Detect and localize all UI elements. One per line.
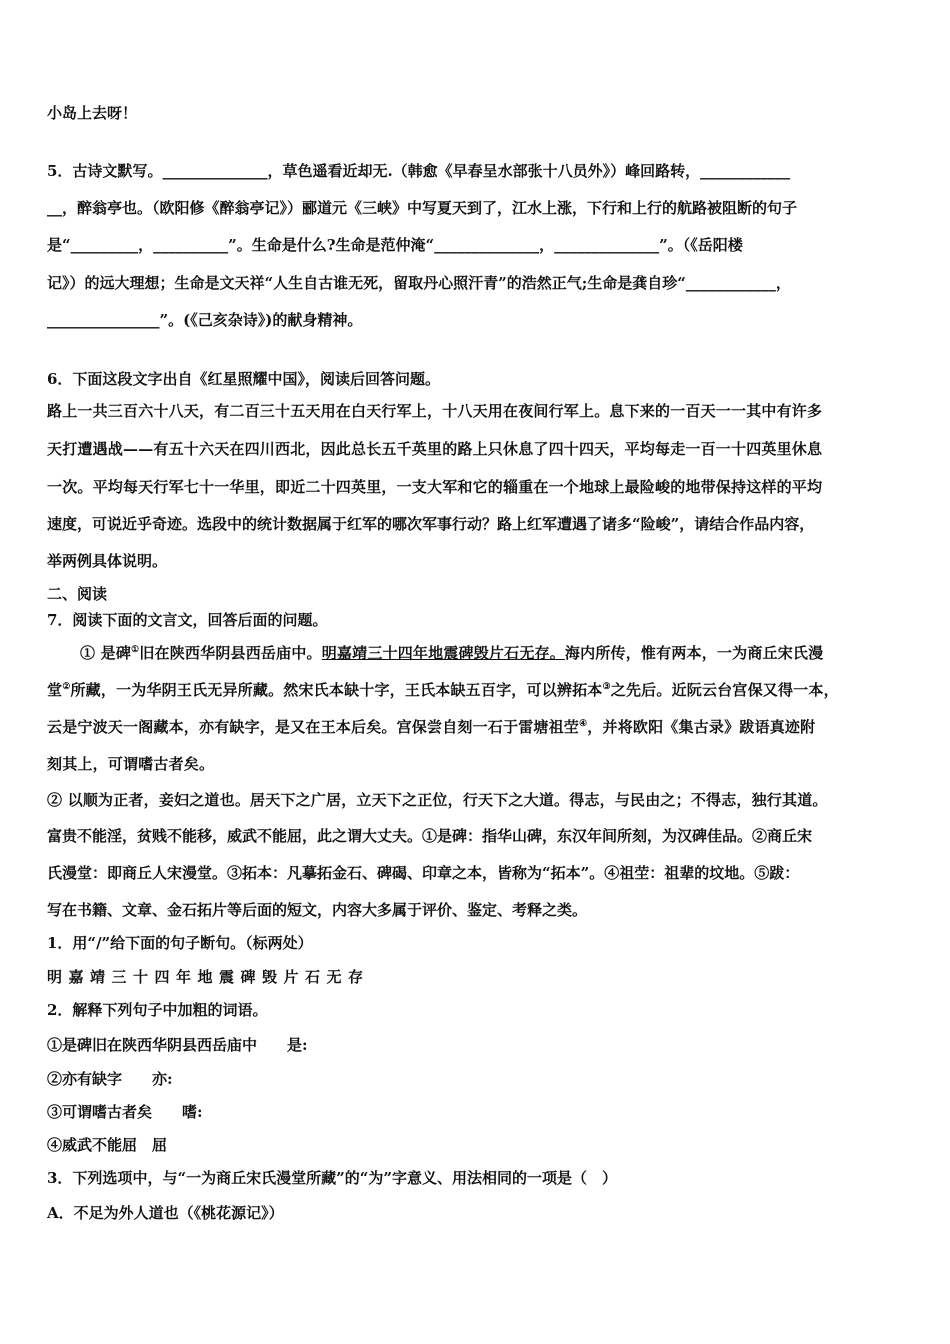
sub-question-item: ②亦有缺字 亦: xyxy=(47,1070,173,1088)
sub-question-2: 2．解释下列句子中加粗的词语。 xyxy=(47,1001,268,1019)
classical-passage-line: ② 以顺为正者，妾妇之道也。居天下之广居，立天下之正位，行天下之大道。得志，与民由之；不得志，独行其道。 xyxy=(47,791,828,809)
sub-question-item: ③可谓嗜古者矣 嗜: xyxy=(47,1103,203,1121)
question-6-title: 6．下面这段文字出自《红星照耀中国》，阅读后回答问题。 xyxy=(47,370,440,388)
sub-question-item: ①是碑旧在陕西华阴县西岳庙中 是: xyxy=(47,1036,308,1054)
option-a: A．不足为外人道也（《桃花源记》） xyxy=(47,1204,284,1222)
question-7-title: 7．阅读下面的文言文，回答后面的问题。 xyxy=(47,611,328,629)
notes-line: 写在书籍、文章、金石拓片等后面的短文，内容大多属于评价、鉴定、考释之类。 xyxy=(47,901,588,919)
classical-passage-line: 刻其上，可谓嗜古者矣。 xyxy=(47,755,215,773)
sentence-to-punctuate: 明嘉靖三十四年地震碑毁片石无存 xyxy=(47,968,370,986)
passage-line: 一次。平均每天行军七十一华里，即近二十四英里，一支大军和它的辎重在一个地球上最险峻的地带保持这样的平均 xyxy=(47,478,823,496)
question-5-line: 记》）的远大理想；生命是文天祥“人生自古谁无死，留取丹心照汗青”的浩然正气;生命是龚自珍“____________， xyxy=(47,274,791,292)
question-5-line: 是“_________，__________”。生命是什么?生命是范仲淹“______________，______________”。（《岳阳楼 xyxy=(47,236,743,254)
underlined-sentence: 明嘉靖三十四年地震碑毁片石无存。 xyxy=(321,644,565,662)
sub-question-item: ④威武不能屈 屈 xyxy=(47,1136,168,1154)
question-5-line: 5．古诗文默写。______________，草色遥看近却无.（韩愈《早春呈水部张十八员外》）峰回路转，____________ xyxy=(47,162,791,180)
passage-line: 举两例具体说明。 xyxy=(47,552,168,570)
section-heading: 二、阅读 xyxy=(47,585,108,603)
passage-line: 天打遭遇战——有五十六天在四川西北，因此总长五千英里的路上只休息了四十四天，平均每走一百一十四英里休息 xyxy=(47,440,823,458)
text-line: 小岛上去呀！ xyxy=(47,104,138,122)
question-5-line: __，醉翁亭也。（欧阳修《醉翁亭记》）郦道元《三峡》中写夏天到了，江水上涨，下行和上行的航路被阻断的句子 xyxy=(47,199,798,217)
question-5-line: _______________”。(《己亥杂诗》)的献身精神。 xyxy=(47,311,363,329)
classical-passage-line: ① 是碑①旧在陕西华阴县西岳庙中。明嘉靖三十四年地震碑毁片石无存。海内所传，惟有两本，一为商丘宋氏漫 xyxy=(80,644,824,662)
passage-line: 速度，可说近乎奇迹。选段中的统计数据属于红军的哪次军事行动？路上红军遭遇了诸多“险峻”，请结合作品内容， xyxy=(47,515,815,533)
passage-line: 路上一共三百六十八天，有二百三十五天用在白天行军上，十八天用在夜间行军上。息下来的一百天一一其中有许多 xyxy=(47,402,823,420)
classical-passage-line: 堂②所藏，一为华阴王氏无异所藏。然宋氏本缺十字，王氏本缺五百字，可以辨拓本③之先后。近阮云台宫保又得一本， xyxy=(47,681,839,699)
sub-question-1: 1．用“/”给下面的句子断句。（标两处） xyxy=(47,934,313,952)
classical-passage-line: 云是宁波天一阁藏本，亦有缺字，是又在王本后矣。宫保尝自刻一石于雷塘祖茔④，并将欧阳《集古录》跋语真迹附 xyxy=(47,718,816,736)
notes-line: 氏漫堂：即商丘人宋漫堂。③拓本：凡摹拓金石、碑碣、印章之本，皆称为“拓本”。④祖茔：祖辈的坟地。⑤跋： xyxy=(47,864,800,882)
sub-question-3: 3．下列选项中，与“一为商丘宋氏漫堂所藏”的“为”字意义、用法相同的一项是（ ） xyxy=(47,1169,617,1187)
notes-line: 富贵不能淫，贫贱不能移，威武不能屈，此之谓大丈夫。①是碑：指华山碑，东汉年间所刻，为汉碑佳品。②商丘宋 xyxy=(47,827,813,845)
